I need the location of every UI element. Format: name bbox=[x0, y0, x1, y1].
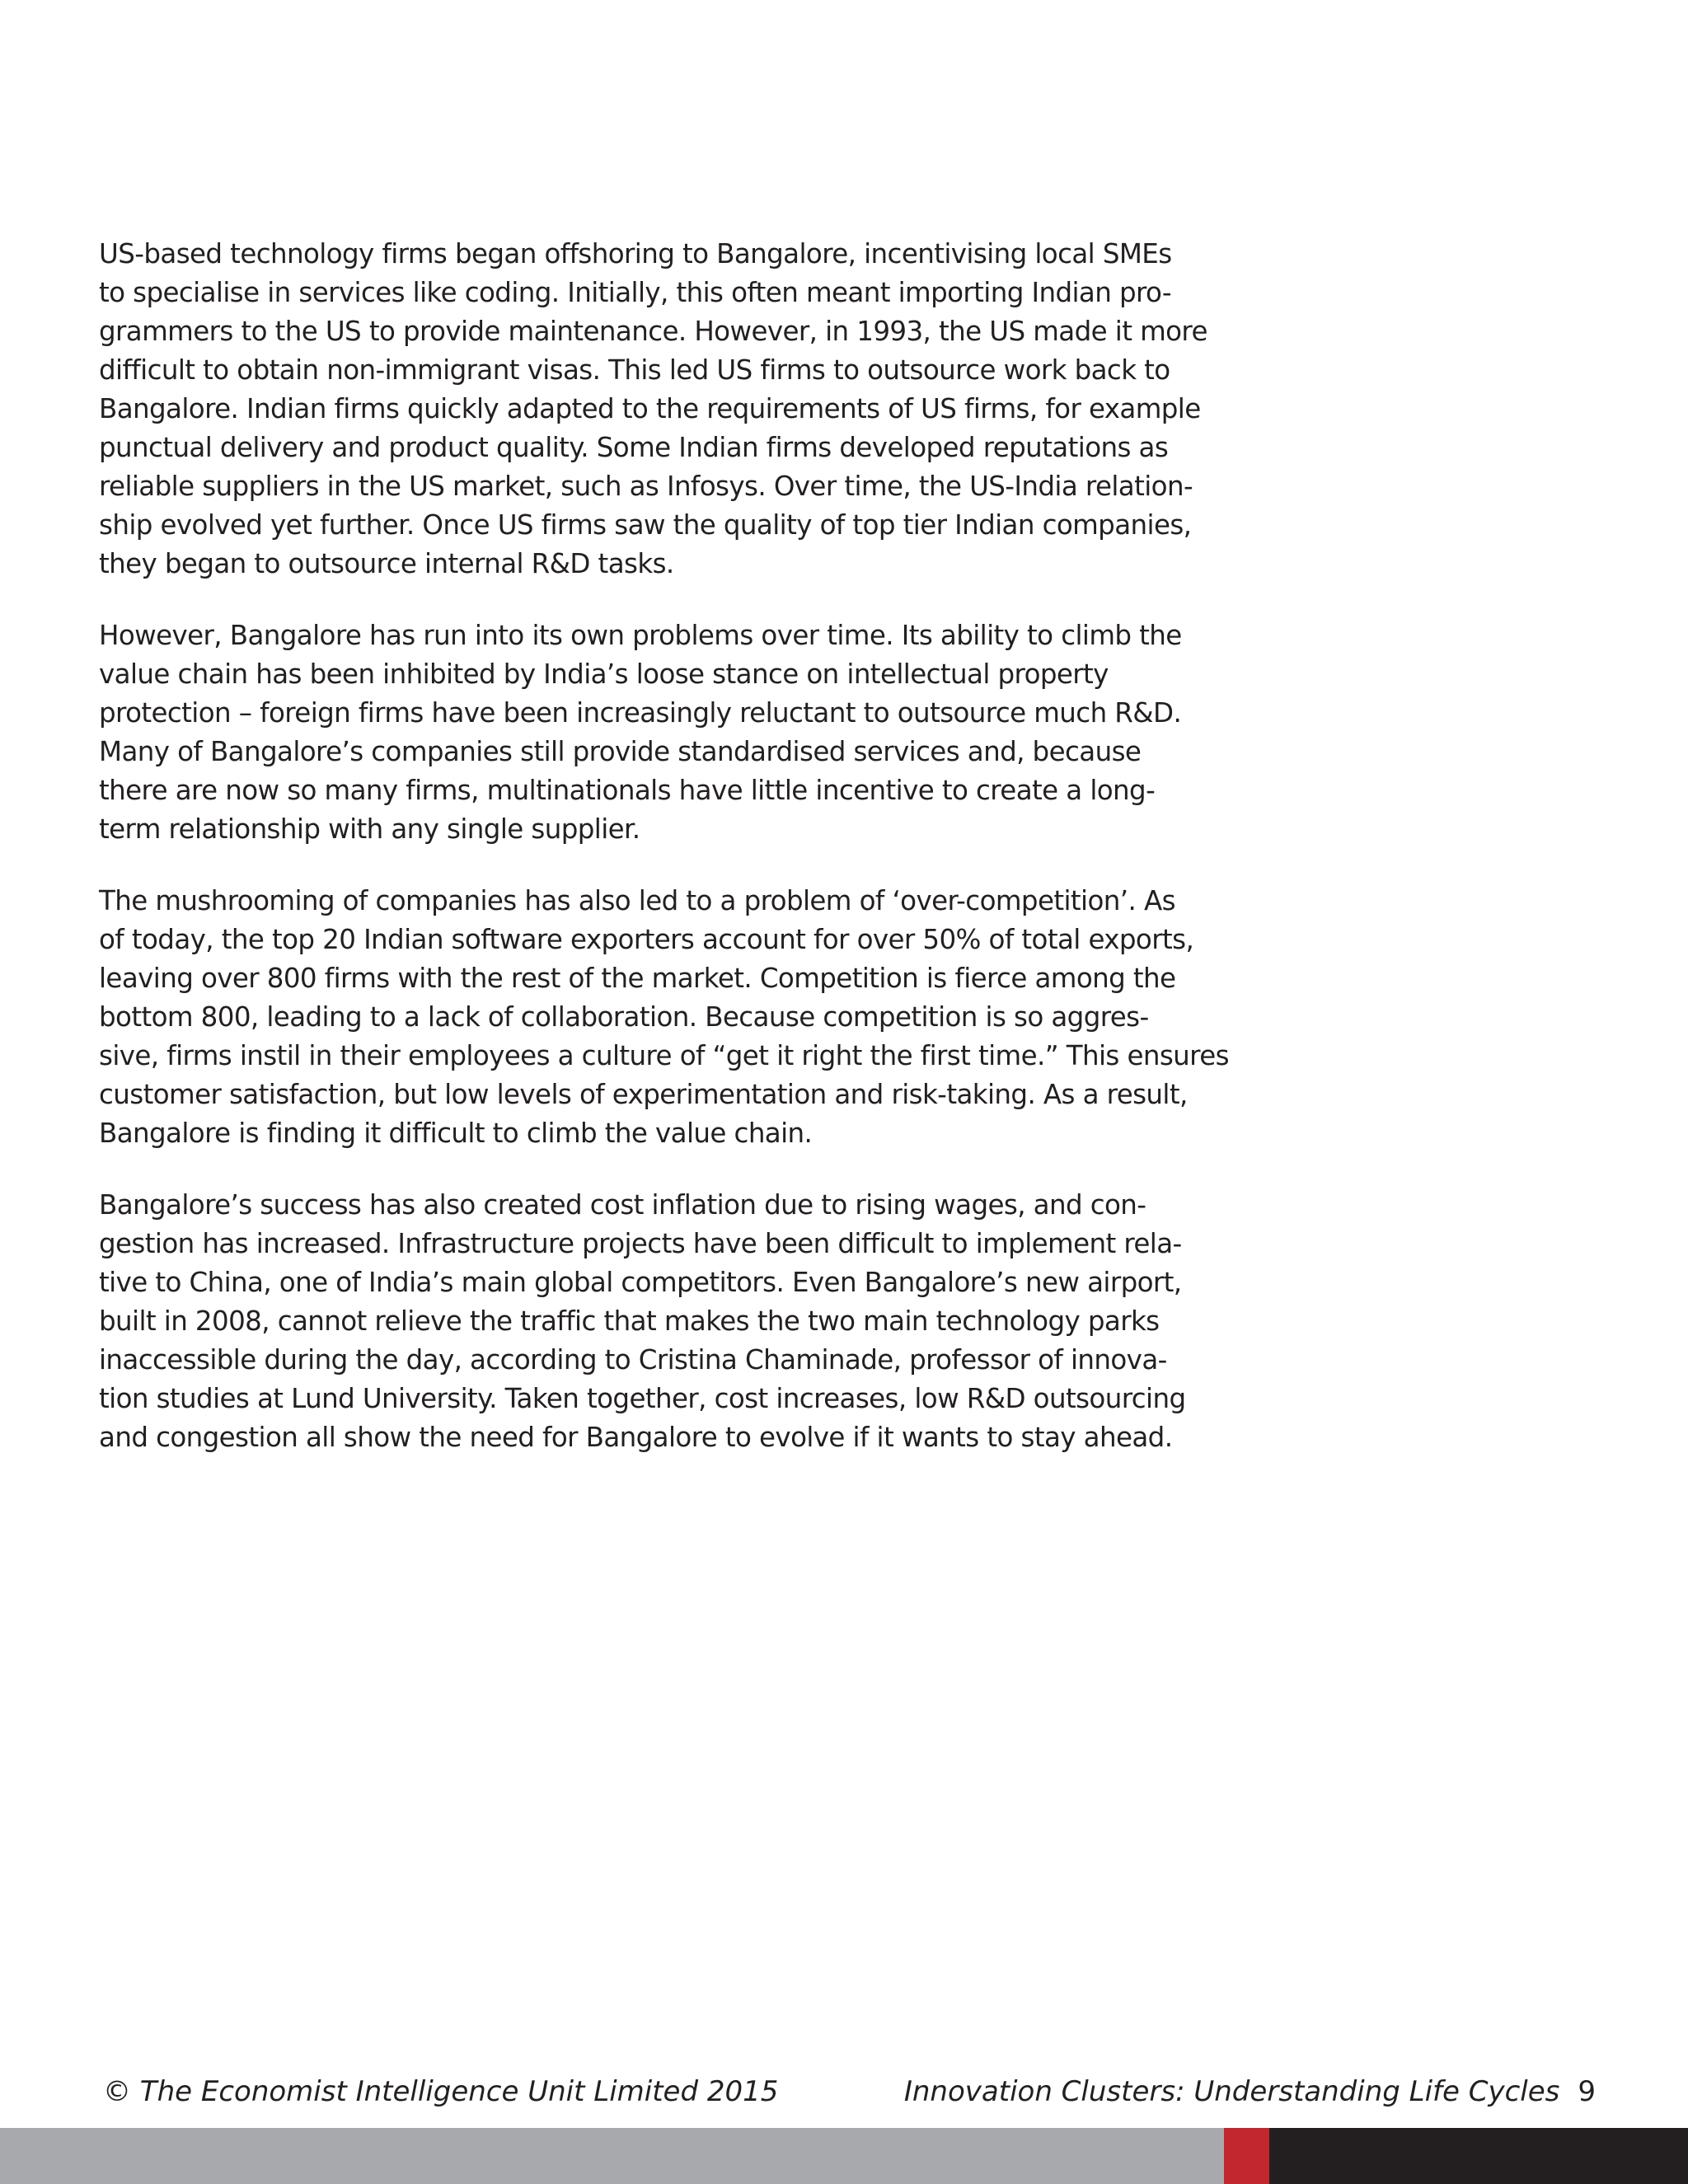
footer-color-bar bbox=[0, 2128, 1688, 2184]
body-paragraph-2: However, Bangalore has run into its own problems over time. Its ability to climb the value chain has been inhibited by India’s loose stance on intellectual property protection – foreign firms have been increasingly reluctant to outsource much R&D. Many of Bangalore’s companies still provide standardised services and, because there are now so many firms, multinationals have little incentive to create a long- term relationship with any single supplier. bbox=[99, 620, 1182, 845]
page-footer bbox=[0, 2075, 1688, 2116]
footer-bar-red-segment bbox=[1224, 2128, 1269, 2184]
body-paragraph-1: US-based technology firms began offshoring to Bangalore, incentivising local SMEs to specialise in services like coding. Initially, this often meant importing Indian pro- grammers to the US to provide maintenance. However, in 1993, the US made it more difficult to obtain non-immigrant visas. This led US firms to outsource work back to Bangalore. Indian firms quickly adapted to the requirements of US firms, for example punctual delivery and product quality. Some Indian firms developed reputations as reliable suppliers in the US market, such as Infosys. Over time, the US-India relation- ship evolved yet further. Once US firms saw the quality of top tier Indian companies, they began to outsource internal R&D tasks. bbox=[99, 238, 1207, 579]
body-paragraph-4: Bangalore’s success has also created cost inflation due to rising wages, and con- gestion has increased. Infrastructure projects have been difficult to implement rela- tive to China, one of India’s main global competitors. Even Bangalore’s new airport, built in 2008, cannot relieve the traffic that makes the two main technology parks inaccessible during the day, according to Cristina Chaminade, professor of innova- tion studies at Lund University. Taken together, cost increases, low R&D outsourcing and congestion all show the need for Bangalore to evolve if it wants to stay ahead. bbox=[99, 1189, 1186, 1453]
footer-report-title: Innovation Clusters: Understanding Life Cycles bbox=[903, 2075, 1560, 2108]
body-paragraph-3: The mushrooming of companies has also led to a problem of ‘over-competition’. As of today, the top 20 Indian software exporters account for over 50% of total exports, leaving over 800 firms with the rest of the market. Competition is fierce among the bottom 800, leading to a lack of collaboration. Because competition is so aggres- sive, firms instil in their employees a culture of “get it right the first time.” This ensures customer satisfaction, but low levels of experimentation and risk-taking. As a result, Bangalore is finding it difficult to climb the value chain. bbox=[99, 885, 1229, 1149]
page-number: 9 bbox=[1578, 2075, 1596, 2108]
footer-bar-grey-segment bbox=[0, 2128, 1224, 2184]
footer-bar-dark-segment bbox=[1269, 2128, 1688, 2184]
footer-copyright: © The Economist Intelligence Unit Limited 2015 bbox=[103, 2075, 779, 2108]
footer-right-group bbox=[904, 2075, 1596, 2108]
main-content bbox=[99, 235, 1230, 1490]
